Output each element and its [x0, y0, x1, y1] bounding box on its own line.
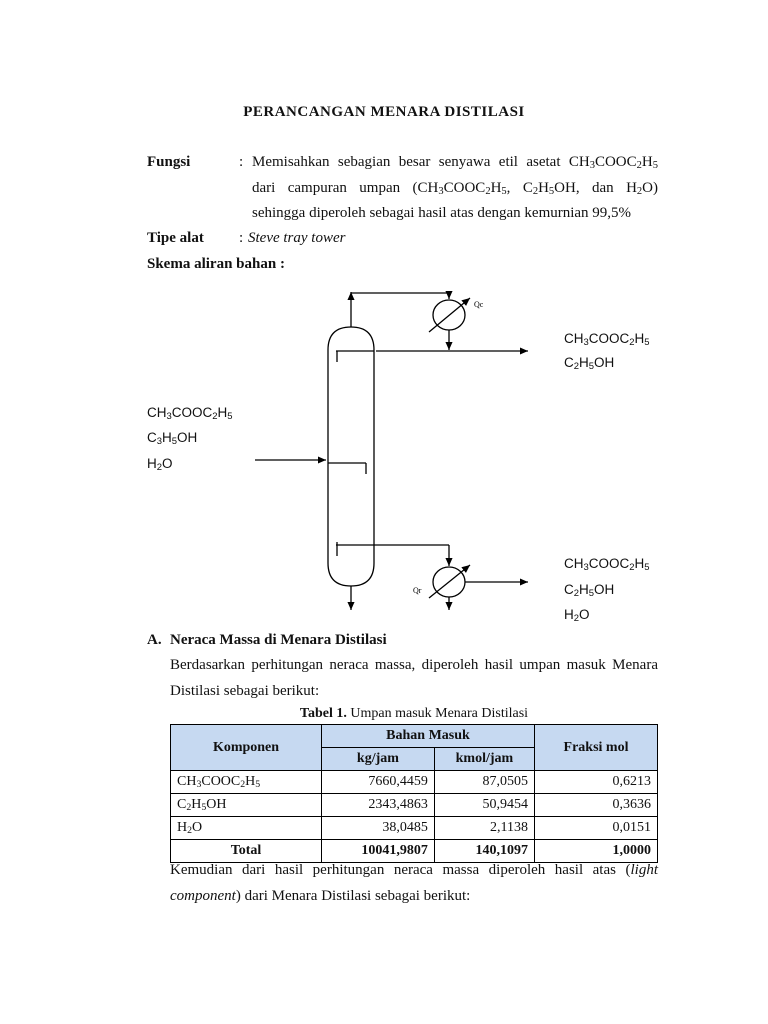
- paragraph-2-italic-2: component: [170, 888, 236, 904]
- table-row: [171, 817, 658, 840]
- table-caption-number: Tabel 1.: [299, 706, 347, 721]
- fungsi-line-1-text: Memisahkan sebagian besar senyawa etil asetat CH: [252, 154, 590, 170]
- paragraph-1-line-2: Distilasi sebagai berikut:: [170, 683, 320, 699]
- feed-component-3: $H_2O$: [147, 456, 173, 473]
- paragraph-2-line-2: [170, 888, 470, 905]
- feed-component-1: $CH_3COOC_2H_5$: [147, 405, 233, 422]
- row-1-komponen: $CH_3COOC_2H_5$: [171, 771, 322, 794]
- paragraph-2-text-2: ) dari Menara Distilasi sebagai berikut:: [235, 888, 471, 904]
- row-2-kg: 2343,4863: [322, 794, 435, 817]
- table-caption-text: Umpan masuk Menara Distilasi: [346, 706, 529, 721]
- header-kg-jam: kg/jam: [322, 748, 435, 771]
- table-row: [171, 771, 658, 794]
- table-total-row: [171, 840, 658, 863]
- fungsi-label: Fungsi: [147, 154, 191, 170]
- row-1-fraksi: 0,6213: [535, 771, 658, 794]
- fungsi-line-2-formula: $_3COOC_2H_5$, $C_2H_5OH$, dan $H_2O$): [438, 180, 658, 197]
- row-3-fraksi: 0,0151: [535, 817, 658, 840]
- section-title: Neraca Massa di Menara Distilasi: [170, 632, 387, 648]
- row-3-kg: 38,0485: [322, 817, 435, 840]
- section-letter: A.: [147, 632, 162, 648]
- fungsi-line-1-formula: $_3COOC_2H_5$: [589, 154, 658, 171]
- row-2-kmol: 50,9454: [434, 794, 534, 817]
- top-product-component-2: $C_2H_5OH$: [564, 355, 615, 372]
- top-product-component-1: $CH_3COOC_2H_5$: [564, 331, 650, 348]
- qc-label: Qc: [474, 300, 484, 309]
- page-title: PERANCANGAN MENARA DISTILASI: [243, 104, 525, 120]
- table-row: [171, 794, 658, 817]
- total-fraksi: 1,0000: [535, 840, 658, 863]
- fungsi-colon: :: [239, 154, 244, 170]
- row-3-kmol: 2,1138: [434, 817, 534, 840]
- bottom-product-component-1: $CH_3COOC_2H_5$: [564, 556, 650, 573]
- fungsi-line-3: sehingga diperoleh sebagai hasil atas dengan kemurnian 99,5%: [252, 205, 632, 221]
- paragraph-1-line-1: Berdasarkan perhitungan neraca massa, diperoleh hasil umpan masuk Menara: [170, 657, 658, 673]
- paragraph-2-italic-1: light: [630, 862, 658, 878]
- feed-component-2: $C_3H_5OH$: [147, 430, 198, 447]
- paragraph-2-text: Kemudian dari hasil perhitungan neraca massa diperoleh hasil atas (: [170, 862, 631, 878]
- tipe-value: Steve tray tower: [248, 230, 346, 246]
- paragraph-2-line-1: [170, 862, 658, 879]
- tipe-label: Tipe alat: [147, 230, 204, 246]
- header-fraksi-mol: Fraksi mol: [535, 725, 658, 771]
- skema-label: Skema aliran bahan :: [147, 256, 285, 272]
- column-shell: [328, 327, 374, 586]
- header-komponen: Komponen: [171, 725, 322, 771]
- row-3-komponen: $H_2O$: [171, 817, 322, 840]
- total-label: Total: [171, 840, 322, 863]
- row-2-komponen: $C_2H_5OH$: [171, 794, 322, 817]
- feed-table: [170, 724, 658, 863]
- row-2-fraksi: 0,3636: [535, 794, 658, 817]
- header-kmol-jam: kmol/jam: [434, 748, 534, 771]
- total-kmol: 140,1097: [434, 840, 534, 863]
- total-kg: 10041,9807: [322, 840, 435, 863]
- row-1-kg: 7660,4459: [322, 771, 435, 794]
- row-1-kmol: 87,0505: [434, 771, 534, 794]
- table-caption: [0, 706, 768, 722]
- bottom-product-component-3: $H_2O$: [564, 607, 590, 624]
- qr-label: Qr: [413, 586, 422, 595]
- header-bahan-masuk: Bahan Masuk: [322, 725, 535, 748]
- tipe-colon: :: [239, 230, 244, 246]
- bottom-product-component-2: $C_2H_5OH$: [564, 582, 615, 599]
- fungsi-line-2-text: dari campuran umpan (CH: [252, 180, 439, 196]
